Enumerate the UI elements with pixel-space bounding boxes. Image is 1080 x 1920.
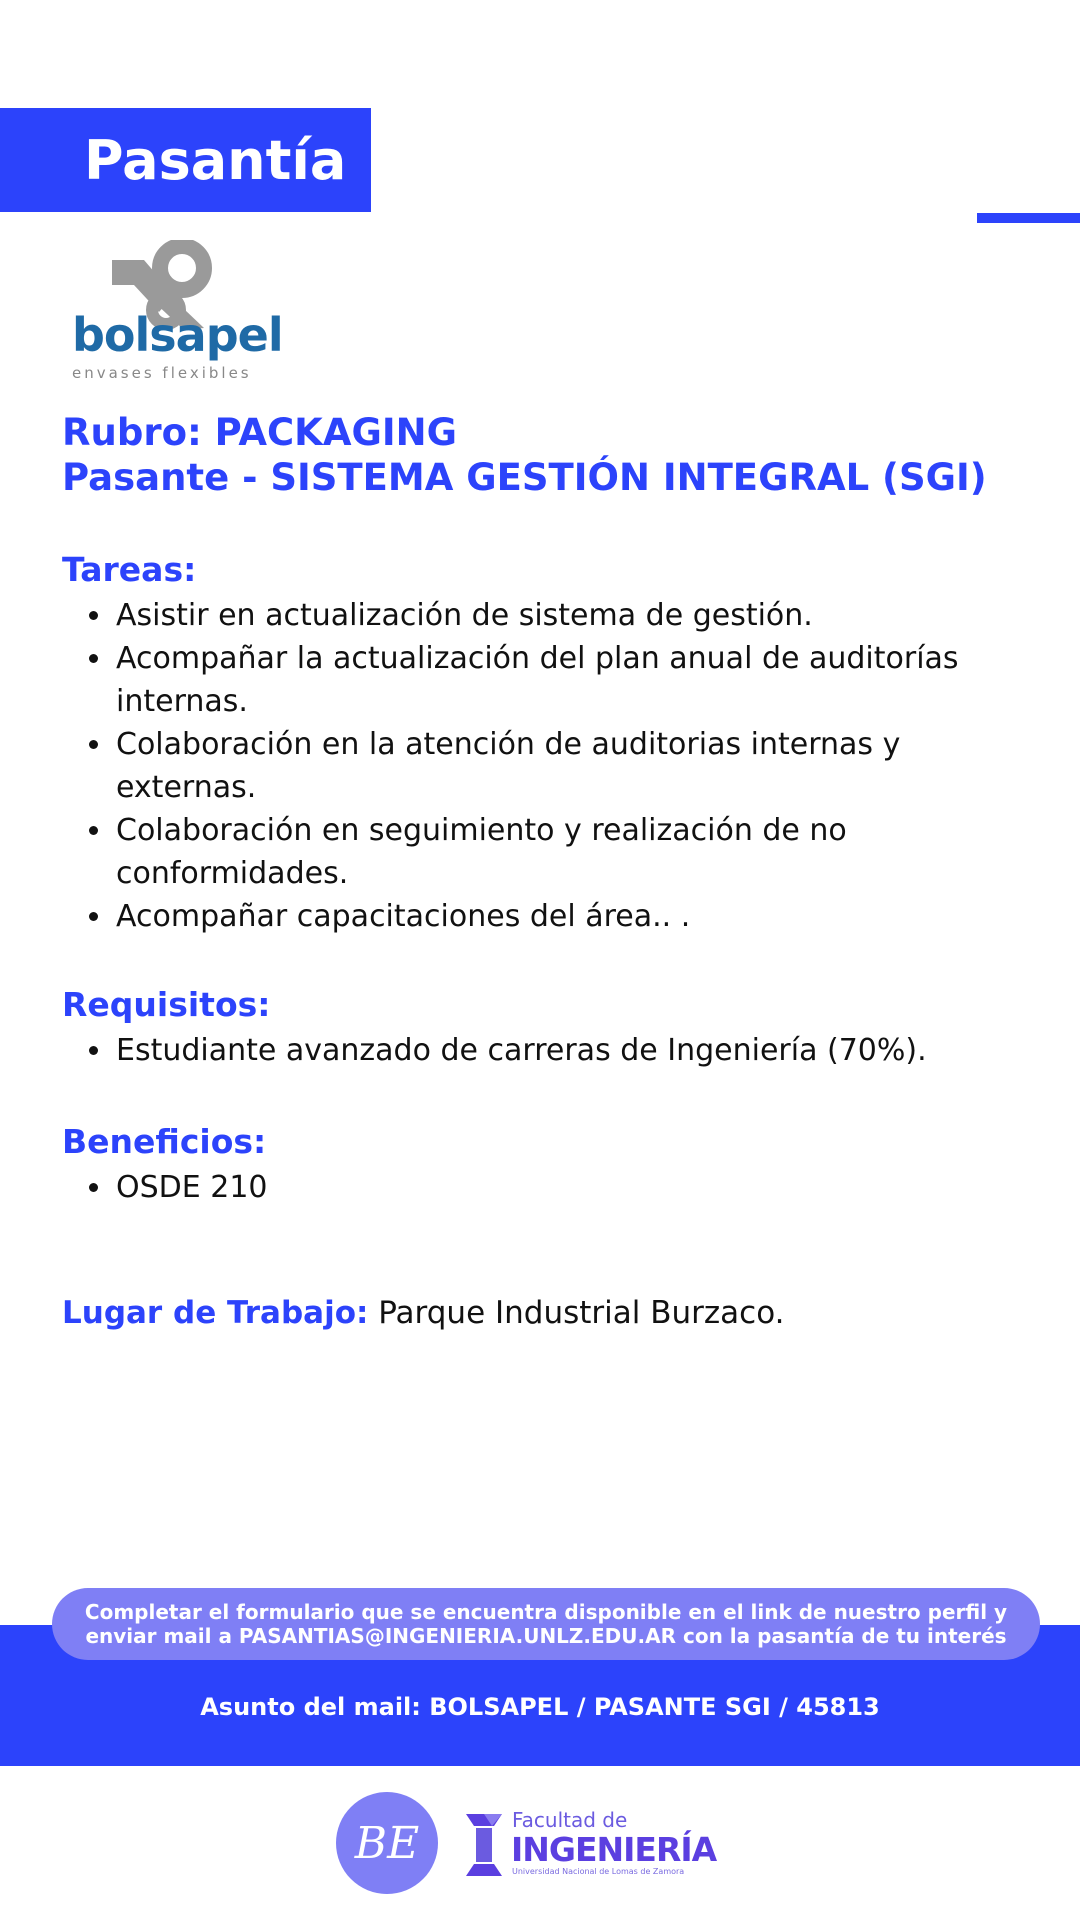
list-item: • Estudiante avanzado de carreras de Ingeniería (70%). <box>114 1029 994 1072</box>
workplace-value: Parque Industrial Burzaco. <box>368 1295 785 1331</box>
requirements-title: Requisitos: <box>62 985 271 1024</box>
list-item: • Acompañar capacitaciones del área.. . <box>114 895 994 938</box>
workplace <box>62 1293 785 1333</box>
list-item: • Asistir en actualización de sistema de gestión. <box>114 594 994 637</box>
badge-title: Pasantía <box>84 128 347 192</box>
pasantia-badge <box>0 108 371 212</box>
list-item: • OSDE 210 <box>114 1166 994 1209</box>
instructions-line-1: Completar el formulario que se encuentra disponible en el link de nuestro perfil y <box>84 1600 1008 1624</box>
list-item: • Colaboración en la atención de auditorias internas y externas. <box>114 723 994 809</box>
list-item: • Colaboración en seguimiento y realización de no conformidades. <box>114 809 994 895</box>
faculty-logo <box>462 1804 722 1888</box>
faculty-university-text: Universidad Nacional de Lomas de Zamora <box>512 1867 685 1876</box>
faculty-big-text: INGENIERÍA <box>511 1830 717 1869</box>
instructions-line-2: enviar mail a PASANTIAS@INGENIERIA.UNLZ.EDU.AR con la pasantía de tu interés <box>85 1624 1007 1648</box>
requirements-list <box>62 1029 994 1072</box>
position-line: Pasante - SISTEMA GESTIÓN INTEGRAL (SGI) <box>62 456 987 499</box>
mail-subject: Asunto del mail: BOLSAPEL / PASANTE SGI / 45813 <box>200 1693 880 1721</box>
faculty-small-text: Facultad de <box>512 1808 628 1832</box>
bolsapel-tagline: envases flexibles <box>72 364 252 382</box>
benefits-title: Beneficios: <box>62 1122 267 1161</box>
decorative-line <box>977 213 1080 223</box>
job-heading <box>62 410 1022 500</box>
be-logo: BE <box>336 1792 438 1894</box>
workplace-label: Lugar de Trabajo: <box>62 1295 369 1331</box>
instructions-pill <box>52 1588 1040 1660</box>
industry-line: Rubro: PACKAGING <box>62 411 457 454</box>
tasks-title: Tareas: <box>62 550 197 589</box>
bolsapel-wordmark: bolsapel <box>72 308 283 362</box>
list-item: • Acompañar la actualización del plan anual de auditorías internas. <box>114 637 994 723</box>
bolsapel-logo <box>66 240 283 382</box>
faculty-mark-icon <box>462 1810 506 1880</box>
benefits-list <box>62 1166 994 1209</box>
tasks-list <box>62 594 994 938</box>
